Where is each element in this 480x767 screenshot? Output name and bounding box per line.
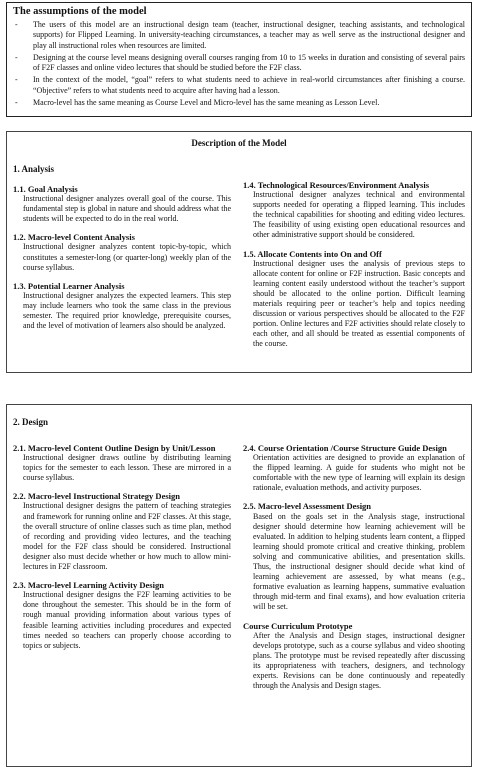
- dash-bullet: -: [15, 98, 18, 108]
- subsection-body: Instructional designer designs the pattern of teaching strategies and framework for running online and F2F classes. At this stage, the overall structure of online classes such as time plan, method of recording and providing video lectures, and the teaching model for the F2F class should be considered. Instructional designer also must decide whether or how much to allow mini-lectures in F2F classroom.: [23, 501, 231, 572]
- subsection-body: Instructional designer analyzes technical and environmental supports needed for operating a flipped learning. This includes the technical capabilities for shooting and editing video lectures. The feasibility of using existing open educational resources and other administrative support should be considered.: [253, 190, 465, 240]
- subsection-title: 2.3. Macro-level Learning Activity Design: [13, 580, 164, 591]
- subsection-body: Orientation activities are designed to provide an explanation of the flipped learning. A guide for students who might not be comfortable with the new type of learning will explain its design rationale, evaluation methods, and activity purposes.: [253, 453, 465, 493]
- design-box: [6, 404, 472, 767]
- analysis-box: [6, 131, 472, 373]
- assumption-text: Designing at the course level means designing overall courses ranging from 10 to 15 weeks in duration and consisting of several pairs of F2F classes and online video lectures that should be studied before the F2F class.: [33, 52, 465, 73]
- subsection-body: Instructional designer designs the F2F learning activities to be done throughout the semester. This should be in the form of rough manual providing information about various types of feasible learning activities including procedures and expected times needed so teachers can properly choose according to topics or subjects.: [23, 590, 231, 650]
- subsection-body: Based on the goals set in the Analysis stage, instructional designer should determine how learning achievement will be evaluated. In addition to helping students learn content, a flipped learning should promote critical and creative thinking, problem solving and communicative abilities, and presentation skills. Thus, the instructional designer should decide what kind of learning achievement are assessed, by what means (e.g., formative evaluation as learning happens, summative evaluation through mid-term and final exams), and how evaluation criteria will be set.: [253, 511, 465, 612]
- design-right-column: [243, 443, 465, 691]
- design-heading: 2. Design: [13, 417, 49, 427]
- assumption-text: Macro-level has the same meaning as Course Level and Micro-level has the same meaning as Lesson Level.: [33, 98, 380, 108]
- subsection-title: 2.4. Course Orientation /Course Structure Guide Design: [243, 443, 447, 453]
- model-title: Description of the Model: [191, 138, 287, 148]
- subsection-title: 2.5. Macro-level Assessment Design: [243, 501, 372, 512]
- dash-bullet: -: [15, 20, 18, 29]
- subsection-body: Instructional designer uses the analysis of previous steps to allocate content for online or F2F instruction. Basic concepts and learning content easily understood without the teacher’s support should be allocated to the online portion. Difficult learning materials requiring peer or teacher’s help and topics needing discussion or various perspectives should be allocated to the F2F portion. Online lectures and F2F activities should relate closely to each other, and all should be treated as essential components of the course.: [253, 258, 465, 349]
- assumptions-box: [6, 2, 472, 117]
- assumption-text: The users of this model are an instructional design team (teacher, instructional designer, teaching assistants, and technological supports) for Flipped Learning. In university-teaching circumstances, a teacher may as well serve as the instructional designer and play all instructional roles when resources are limited.: [33, 20, 465, 50]
- subsection-title: Course Curriculum Prototype: [243, 620, 353, 631]
- assumption-text: In the context of the model, “goal” refers to what students need to achieve in real-world circumstances after finishing a course. “Objective” refers to what students need to acquire after having had a lesson.: [33, 75, 465, 95]
- analysis-left-column: [13, 184, 231, 331]
- subsection-title: 1.1. Goal Analysis: [13, 184, 78, 194]
- subsection-title: 1.4. Technological Resources/Environment Analysis: [243, 180, 429, 190]
- analysis-right-column: [243, 180, 465, 350]
- assumption-item: [13, 20, 465, 51]
- subsection-body: Instructional designer draws outline by distributing learning topics for the semester to each lesson. These are mirrored in a course syllabus.: [23, 453, 231, 483]
- subsection-title: 2.1. Macro-level Content Outline Design by Unit/Lesson: [13, 443, 216, 453]
- assumptions-title: The assumptions of the model: [13, 6, 147, 17]
- subsection-title: 1.5. Allocate Contents into On and Off: [243, 248, 382, 259]
- dash-bullet: -: [15, 52, 18, 62]
- assumption-item: [13, 98, 465, 108]
- subsection-body: After the Analysis and Design stages, instructional designer develops prototype, such as a course syllabus and video shooting plans. The prototype must be revised repeatedly after discussing its appropriateness with teachers, designers, and technology experts. Revisions can be done continuously and repeatedly through the Analysis and Design stages.: [253, 630, 465, 691]
- subsection-body: Instructional designer analyzes overall goal of the course. This fundamental step is global in nature and should address what the students will be expected to do in the real world.: [23, 194, 231, 224]
- subsection-title: 1.2. Macro-level Content Analysis: [13, 232, 135, 243]
- subsection-title: 2.2. Macro-level Instructional Strategy Design: [13, 491, 180, 502]
- assumption-item: [13, 53, 465, 74]
- design-left-column: [13, 443, 231, 651]
- subsection-body: Instructional designer analyzes content topic-by-topic, which constitutes a semester-long (or quarter-long) weekly plan of the course syllabus.: [23, 242, 231, 272]
- subsection-title: 1.3. Potential Learner Analysis: [13, 280, 125, 291]
- analysis-heading: 1. Analysis: [13, 164, 55, 174]
- assumption-item: [13, 75, 465, 96]
- assumptions-list: [13, 20, 465, 108]
- subsection-body: Instructional designer analyzes the expected learners. This step may include learners who took the same class in the previous semester. The required prior knowledge, prerequisite courses, and the level of motivation of learners also should be analyzed.: [23, 290, 231, 331]
- dash-bullet: -: [15, 75, 18, 85]
